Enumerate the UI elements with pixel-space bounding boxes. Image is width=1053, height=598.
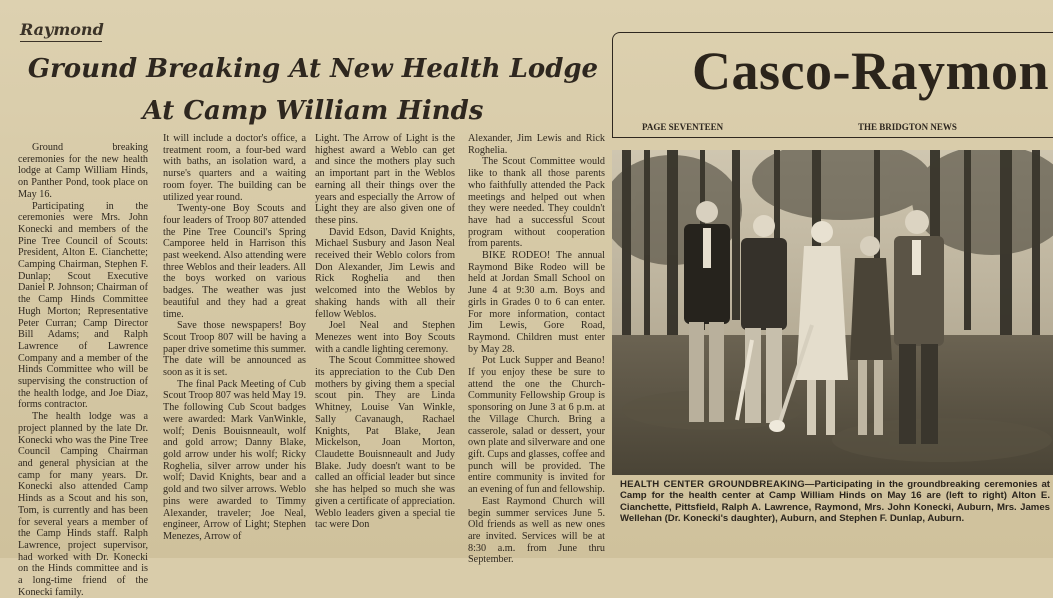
paragraph: Pot Luck Supper and Beano! If you enjoy these be sure to attend the one the Church-Community Fellowship Group is sponsoring on June 3 at 6 p.m. at the Village Church. Bring a casserole, salad or dessert, your own plate and silverware and one gift. Cups and glasses, coffee and punch will be provided. The entire community is invited for an evening of fun and fellowship.	[468, 355, 605, 496]
masthead-title: Casco-Raymon	[692, 41, 1049, 101]
paragraph: Ground breaking ceremonies for the new health lodge at Camp William Hinds, on Panther Pond, took place on May 16.	[18, 142, 148, 200]
caption-text: —Participating in the groundbreaking ceremonies at Camp for the health center at Camp William Hinds on May 16 are (left to right) Alton E. Cianchette, Pittsfield, Ralph A. Lawrence, Raymond, Mrs. John Konecki, Auburn, Mrs. James Wellehan (Dr. Konecki's daughter), Auburn, and Stephen F. Dunlap, Auburn.	[620, 479, 1050, 525]
page-number: PAGE SEVENTEEN	[642, 122, 724, 132]
paragraph: David Edson, David Knights, Michael Susbury and Jason Neal received their Weblo colors from Don Alexander, Jim Lewis and Rick Roghelia and then welcomed into the Weblos by shaking hands with all their fellow Weblos.	[315, 226, 455, 320]
paragraph: East Raymond Church will begin summer services June 5. Old friends as well as new ones are invited. Services will be at 8:30 a.m. from June thru September.	[468, 495, 605, 566]
photo-illustration	[612, 150, 1053, 475]
section-label: Raymond	[20, 20, 104, 39]
headline-line-1: Ground Breaking At New Health Lodge	[27, 54, 599, 84]
headline-line-2: At Camp William Hinds	[142, 96, 484, 126]
paragraph: Light. The Arrow of Light is the highest award a Weblo can get and since the mothers play such an important part in the Weblos earning all their things over the years and especially the Arrow of Light they are also given one of these pins.	[315, 133, 455, 226]
paragraph: The health lodge was a project planned by the late Dr. Konecki who was the Pine Tree Council Camping Chairman and general physician at the camp for many years. Dr. Konecki also attended Camp Hinds as a Scout and his son, Tom, is currently and has been for several years a member of the Camp Hinds staff. Ralph Lawrence, project supervisor, had worked with Dr. Konecki on the Hinds committee and is a long-time friend of the Konecki family.	[18, 411, 148, 598]
paragraph: The Scout Committee would like to thank all those parents who faithfully attended the Pack meetings and helped out when they were needed. They couldn't have had a successful Scout program without cooperation from parents.	[468, 156, 605, 250]
paragraph: Save those newspapers! Boy Scout Troop 807 will be having a paper drive sometime this summer. The date will be announced as soon as it is set.	[163, 320, 306, 379]
photo-caption	[620, 479, 1050, 525]
section-rule	[20, 41, 102, 42]
groundbreaking-photo	[612, 150, 1053, 475]
paragraph: BIKE RODEO! The annual Raymond Bike Rodeo will be held at Jordan Small School on June 4 at 9:30 a.m. Boys and girls in Grades 0 to 6 can enter. For more information, contact Jim Lewis, Gore Road, Raymond. Children must enter by May 28.	[468, 250, 605, 355]
paragraph: Alexander, Jim Lewis and Rick Roghelia.	[468, 133, 605, 156]
paragraph: The Scout Committee showed its appreciation to the Cub Den mothers by giving them a special scout pin. They are Linda Whitney, Louise Van Winkle, Sally Cavanaugh, Rachael Knights, Pat Blake, Jean Mickelson, Joan Morton, Claudette Bouisnneault and Judy Blake. Judy doesn't want to be called an official leader but since she has helped so much she was given a certificate of appreciation. Weblo leaders given a special tie tac were Don	[315, 355, 455, 531]
article-column-4	[468, 133, 605, 566]
article-column-1	[18, 142, 148, 598]
article-headline	[18, 48, 608, 132]
article-column-2	[163, 133, 306, 543]
paragraph: Twenty-one Boy Scouts and four leaders of Troop 807 attended the Pine Tree Council's Spring Camporee held in Harrison this past weekend. Also attending were three Weblos and their leaders. All the boys worked on various badges. The weather was just beautiful and they had a great time.	[163, 203, 306, 320]
paragraph: The final Pack Meeting of Cub Scout Troop 807 was held May 19. The following Cub Scout badges were awarded: Mark VanWinkle, wolf; Denis Bouisnneault, wolf and gold arrow; Danny Blake, gold arrow under his wolf; Ricky Roghelia, silver arrow under his wolf; David Knights, bear and a gold and two silver arrows. Weblo pins were awarded to Timmy Alexander, traveler; Joe Neal, engineer, Arrow of Light; Stephen Menezes, Arrow of	[163, 378, 306, 542]
newspaper-name: THE BRIDGTON NEWS	[858, 122, 957, 132]
paragraph: It will include a doctor's office, a treatment room, a four-bed ward with baths, an isolation ward, a nurse's quarters and a waiting room foyer. The building can be utilized year round.	[163, 133, 306, 203]
paragraph: Participating in the ceremonies were Mrs. John Konecki and members of the Pine Tree Council of Scouts: President, Alton E. Cianchette; Camping Chairman, Stephen F. Dunlap; Scout Executive Daniel P. Johnson; Chairman of the Camp Hinds Committee Hugh Morton; Representative Peter Curran; Camp Director Bill Adams; and Ralph Lawrence of Lawrence Company and a member of the Hinds Committee who will be supervising the construction of the health lodge, and Joe Diaz, forms contractor.	[18, 200, 148, 411]
caption-lead: HEALTH CENTER GROUNDBREAKING	[620, 479, 805, 490]
article-column-3	[315, 133, 455, 531]
paragraph: Joel Neal and Stephen Menezes went into Boy Scouts with a candle lighting ceremony.	[315, 320, 455, 355]
